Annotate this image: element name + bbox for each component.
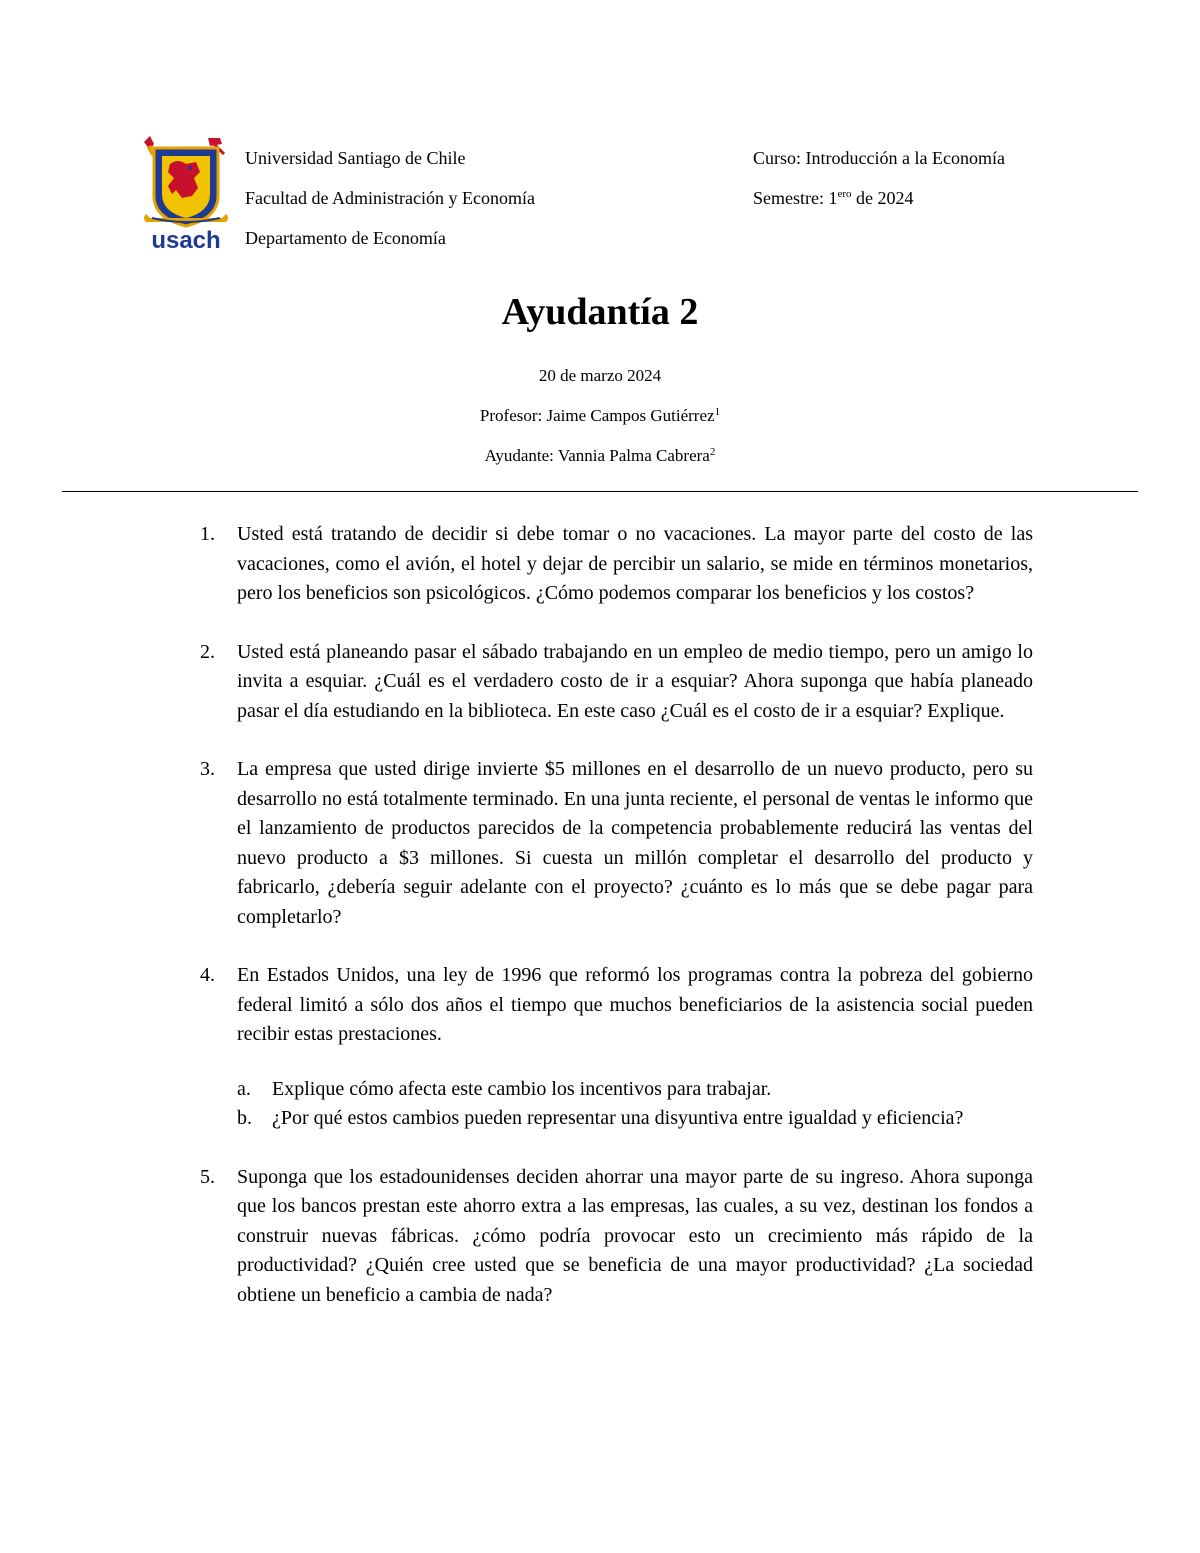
- sub-question-letter: a.: [237, 1077, 251, 1100]
- question-number: 1.: [200, 523, 215, 545]
- shield-icon: [154, 148, 218, 226]
- question-text: Usted está tratando de decidir si debe tomar o no vacaciones. La mayor parte del costo de las vacaciones, como el avión, el hotel y dejar de percibir un salario, se mide en términos monetarios, pero los beneficios son psicológicos. ¿Cómo podemos comparar los beneficios y los costos?: [237, 523, 1033, 604]
- question-1: [0, 520, 1033, 609]
- question-number: 4.: [200, 964, 215, 986]
- sub-question-letter: b.: [237, 1107, 252, 1129]
- question-number: 2.: [200, 640, 215, 663]
- department-name: Departamento de Economía: [245, 228, 446, 248]
- question-text: Usted está planeando pasar el sábado trabajando en un empleo de medio tiempo, pero un amigo lo invita a esquiar. ¿Cuál es el verdadero costo de ir a esquiar? Ahora suponga que había planeado pasar el día estudiando en la biblioteca. En este caso ¿Cuál es el costo de ir a esquiar? Explique.: [237, 640, 1033, 722]
- question-5: [0, 1163, 1033, 1311]
- footnote-ref-1: 1: [714, 406, 721, 418]
- usach-logo: [138, 134, 234, 252]
- svg-text:usach: usach: [151, 227, 221, 252]
- divider: [62, 491, 1138, 492]
- footnote-ref-2: 2: [709, 446, 716, 458]
- course-block: [753, 138, 1005, 218]
- question-text: En Estados Unidos, una ley de 1996 que reformó los programas contra la pobreza del gobierno federal limitó a sólo dos años el tiempo que muchos beneficiarios de la asistencia social pueden recibir estas prestaciones.: [237, 964, 1033, 1045]
- question-2: [0, 638, 1033, 727]
- semester-suffix: de 2024: [851, 188, 914, 208]
- university-name: Universidad Santiago de Chile: [245, 148, 466, 168]
- question-3: [0, 755, 1033, 932]
- question-number: 5.: [200, 1165, 215, 1188]
- professor: [0, 396, 1200, 436]
- question-list: [0, 520, 1200, 1339]
- question-text: La empresa que usted dirige invierte $5 millones en el desarrollo de un nuevo producto, pero su desarrollo no está totalmente terminado. En una junta reciente, el personal de ventas le informo que el lanzamiento de productos parecidos de la competencia probablemente reducirá las ventas del nuevo producto a $3 millones. Si cuesta un millón completar el desarrollo del producto y fabricarlo, ¿debería seguir adelante con el proyecto? ¿cuánto es lo más que se debe pagar para completarlo?: [237, 758, 1033, 928]
- semester-prefix: Semestre: 1: [753, 188, 838, 208]
- sub-question-list: [237, 1075, 1033, 1134]
- faculty-name: Facultad de Administración y Economía: [245, 188, 535, 208]
- semester: [753, 178, 1005, 218]
- question-number: 3.: [200, 758, 215, 780]
- sub-question-b: [237, 1104, 1033, 1134]
- document-meta: [0, 356, 1200, 476]
- semester-ordinal: ero: [837, 188, 852, 200]
- question-text: Suponga que los estadounidenses deciden ahorrar una mayor parte de su ingreso. Ahora suponga que los bancos prestan este ahorro extra a las empresas, las cuales, a su vez, destinan los fondos a construir nuevas fábricas. ¿cómo podría provocar esto un crecimiento más rápido de la productividad? ¿Quién cree usted que se beneficia de una mayor productividad? ¿La sociedad obtiene un beneficio a cambia de nada?: [237, 1165, 1033, 1306]
- sub-question-text: Explique cómo afecta este cambio los incentivos para trabajar.: [272, 1077, 772, 1100]
- sub-question-a: [237, 1075, 1033, 1105]
- date: 20 de marzo 2024: [538, 366, 662, 385]
- institution-block: [245, 138, 535, 258]
- course-name: Curso: Introducción a la Economía: [753, 148, 1005, 168]
- professor-name: Profesor: Jaime Campos Gutiérrez: [479, 406, 715, 425]
- question-4: [0, 961, 1033, 1134]
- page-title: Ayudantía 2: [501, 291, 699, 333]
- sub-question-text: ¿Por qué estos cambios pueden representar una disyuntiva entre igualdad y eficiencia?: [272, 1107, 964, 1129]
- assistant: [0, 436, 1200, 476]
- assistant-name: Ayudante: Vannia Palma Cabrera: [484, 446, 710, 465]
